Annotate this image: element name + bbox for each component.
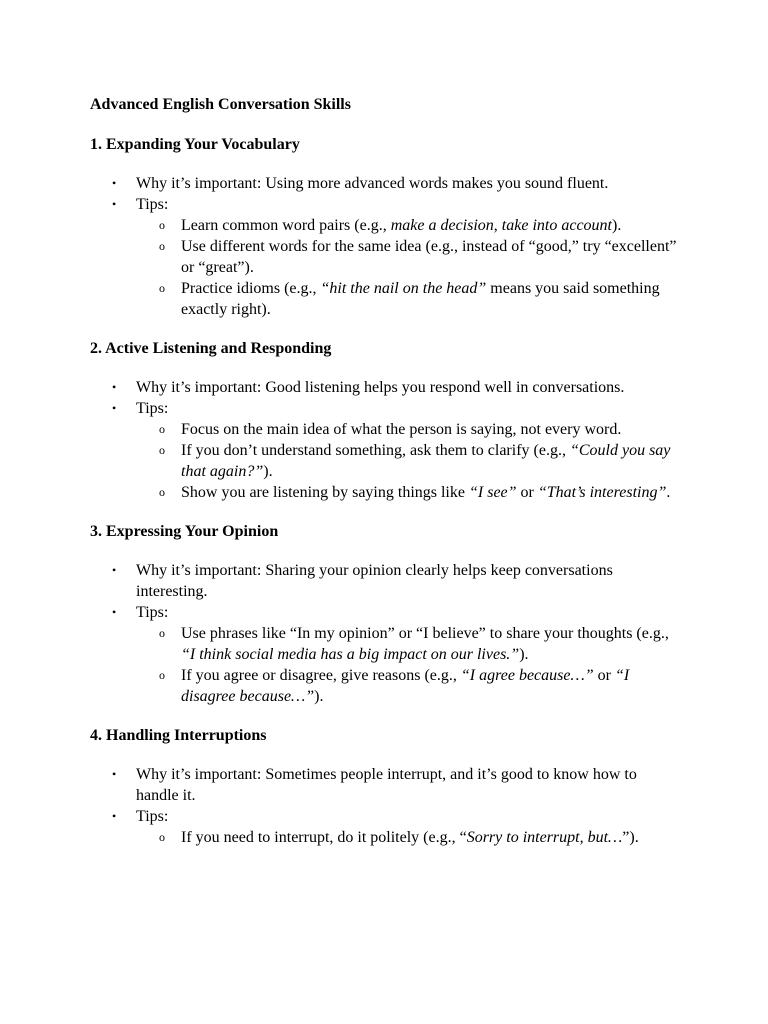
sub-bullet-icon: o [159, 830, 165, 844]
bullet-icon: • [112, 380, 117, 394]
sub-bullet-icon: o [159, 485, 165, 499]
list-item: o If you agree or disagree, give reasons (e.g., “I agree because…” or “I disagree because…”). [159, 667, 630, 705]
list-item: • Tips: o Learn common word pairs (e.g., make a decision, take into account). o Use different words for the same idea (e.g., instead of “good,” try “excellent” or “great”). o Practice idioms (e.g., “hit the nail on the head” means you said something exactly right). [112, 196, 677, 318]
list-item: o Practice idioms (e.g., “hit the nail on the head” means you said something exactly right). [159, 280, 660, 318]
section-heading: 1. Expanding Your Vocabulary [90, 136, 300, 153]
bullet-icon: • [112, 197, 117, 211]
section-expressing-opinion [90, 521, 678, 707]
section-heading: 3. Expressing Your Opinion [90, 523, 279, 540]
bullet-list [90, 764, 678, 848]
list-item: • Tips: o If you need to interrupt, do it politely (e.g., “Sorry to interrupt, but…”). [90, 806, 678, 848]
list-item: • Tips: o Focus on the main idea of what the person is saying, not every word. o If you don’t understand something, ask them to clarify (e.g., “Could you say that again?”). o Show you are listening by saying things like “I see” or “That’s interesting”. [90, 398, 678, 503]
sub-bullet-icon: o [159, 239, 165, 253]
list-item: • Why it’s important: Sharing your opinion clearly helps keep conversations interesting. [112, 562, 613, 600]
list-item: o Use different words for the same idea (e.g., instead of “good,” try “excellent” or “great”). [159, 238, 677, 276]
list-item: • Tips: o Use phrases like “In my opinion” or “I believe” to share your thoughts (e.g., “I think social media has a big impact on our lives.”). o If you agree or disagree, give reasons (e.g., “I agree because…” or “I disagree because…”). [90, 602, 678, 707]
list-item: o Focus on the main idea of what the person is saying, not every word. [159, 421, 622, 438]
bullet-icon: • [112, 401, 117, 415]
list-item: • Why it’s important: Sometimes people interrupt, and it’s good to know how to handle it. [112, 766, 637, 804]
sub-bullet-list [136, 419, 678, 503]
bullet-icon: • [112, 176, 117, 190]
section-active-listening [90, 338, 678, 503]
sub-bullet-icon: o [159, 626, 165, 640]
list-item: o If you need to interrupt, do it politely (e.g., “Sorry to interrupt, but…”). [159, 829, 639, 846]
section-vocabulary [90, 134, 678, 320]
document-title: Advanced English Conversation Skills [90, 96, 351, 113]
bullet-icon: • [112, 563, 117, 577]
bullet-list [90, 173, 678, 320]
list-item: o Use phrases like “In my opinion” or “I believe” to share your thoughts (e.g., “I think social media has a big impact on our lives.”). [159, 625, 669, 663]
sub-bullet-list [136, 215, 678, 320]
section-heading: 2. Active Listening and Responding [90, 340, 332, 357]
list-item: o If you don’t understand something, ask them to clarify (e.g., “Could you say that again?”). [159, 442, 671, 480]
section-heading: 4. Handling Interruptions [90, 727, 267, 744]
bullet-icon: • [112, 767, 117, 781]
list-item: o Show you are listening by saying things like “I see” or “That’s interesting”. [159, 484, 671, 501]
bullet-list [90, 377, 678, 503]
section-handling-interruptions [90, 725, 678, 848]
sub-bullet-list [136, 827, 678, 848]
list-item: • Why it’s important: Good listening helps you respond well in conversations. [112, 379, 625, 396]
sub-bullet-list [136, 623, 678, 707]
bullet-icon: • [112, 809, 117, 823]
bullet-icon: • [112, 605, 117, 619]
sub-bullet-icon: o [159, 218, 165, 232]
bullet-list [90, 560, 678, 707]
sub-bullet-icon: o [159, 281, 165, 295]
sub-bullet-icon: o [159, 668, 165, 682]
list-item: • Why it’s important: Using more advanced words makes you sound fluent. [112, 175, 609, 192]
sub-bullet-icon: o [159, 422, 165, 436]
list-item: o Learn common word pairs (e.g., make a decision, take into account). [159, 217, 622, 234]
sub-bullet-icon: o [159, 443, 165, 457]
